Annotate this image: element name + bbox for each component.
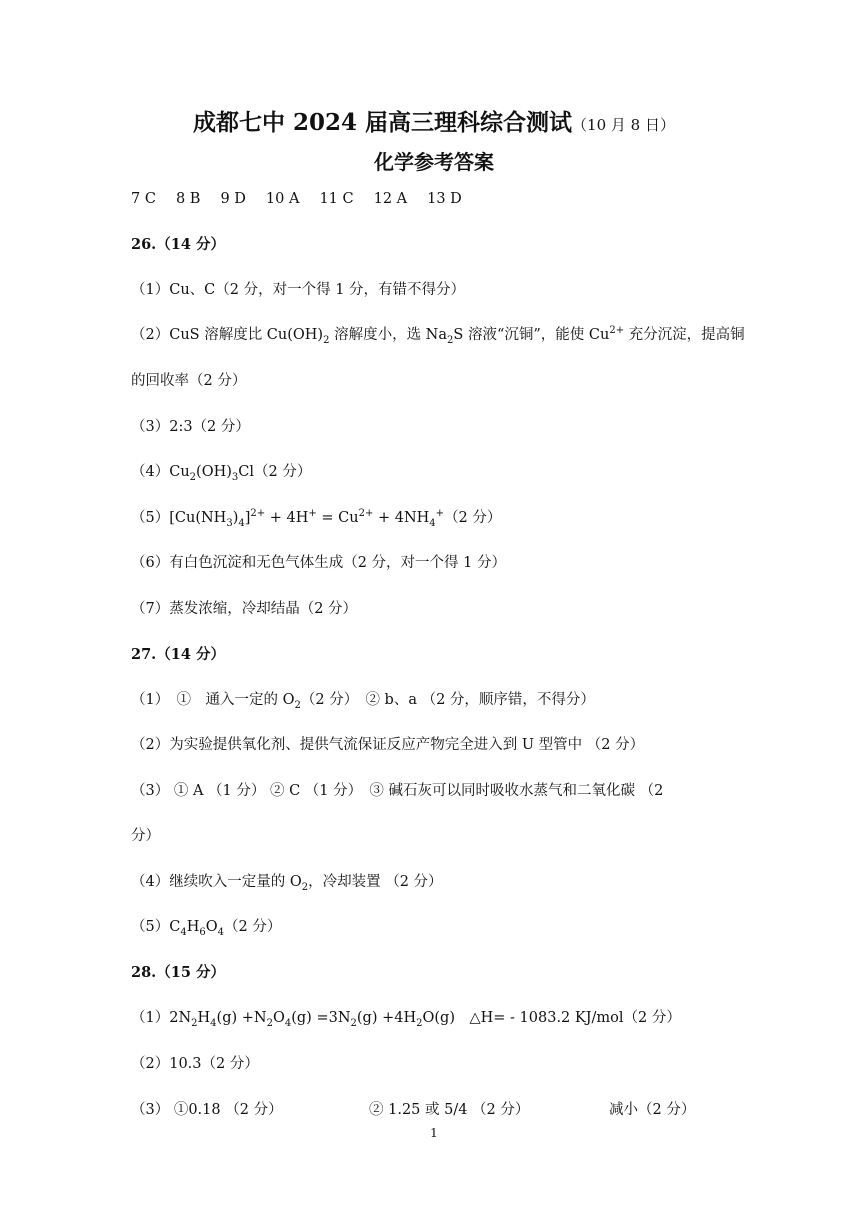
q27-answer-3-cont: 分） bbox=[131, 828, 160, 844]
q26-answer-1: （1）Cu、C（2 分，对一个得 1 分，有错不得分） bbox=[131, 282, 466, 298]
q27-heading: 27.（14 分） bbox=[131, 646, 225, 663]
mc-answer: 13 D bbox=[427, 191, 462, 207]
multiple-choice-answers bbox=[131, 191, 482, 207]
page-subtitle: 化学参考答案 bbox=[374, 150, 494, 174]
exam-date: （10 月 8 日） bbox=[572, 116, 675, 134]
page-number: 1 bbox=[430, 1126, 438, 1140]
page-title: 成都七中 2024 届高三理科综合测试（10 月 8 日） bbox=[193, 109, 675, 136]
mc-answer: 11 C bbox=[319, 191, 354, 207]
q26-answer-7: （7）蒸发浓缩，冷却结晶（2 分） bbox=[131, 601, 358, 617]
q26-answer-2-cont: 的回收率（2 分） bbox=[131, 373, 247, 389]
mc-answer: 8 B bbox=[175, 191, 201, 207]
q28-answer-3-part3: 减小（2 分） bbox=[609, 1102, 696, 1118]
q28-answer-2: （2）10.3（2 分） bbox=[131, 1056, 259, 1072]
q27-answer-2: （2）为实验提供氧化剂、提供气流保证反应产物完全进入到 U 型管中 （2 分） bbox=[131, 737, 645, 753]
q27-answer-4: （4）继续吹入一定量的 $O_2$，冷却装置 （2 分） bbox=[131, 874, 443, 893]
q28-heading: 28.（15 分） bbox=[131, 964, 225, 981]
q26-answer-3: （3）2:3（2 分） bbox=[131, 419, 250, 435]
q27-answer-5: $(5)C_4H_6O_4(2$ 分） bbox=[131, 919, 282, 938]
mc-answer: 10 A bbox=[265, 191, 300, 207]
q28-answer-1: $(1)2N_2H_4(g) +N_2O_4(g) =3N_2(g) +4H_2O(g)$ △H= - 1083.2 KJ/mol（2 分） bbox=[131, 1010, 681, 1029]
q27-answer-3: （3） ① A （1 分） ② C （1 分） ③ 碱石灰可以同时吸收水蒸气和二氧化碳 （2 bbox=[131, 783, 664, 799]
q27-answer-1: （1） ① 通入一定的 $O_2(2$ 分） ② b、a （2 分，顺序错，不得分） bbox=[131, 692, 595, 711]
q26-heading: 26.（14 分） bbox=[131, 236, 225, 253]
mc-answer: 9 D bbox=[220, 191, 246, 207]
q28-answer-3-part2: ② 1.25 或 5/4 （2 分） bbox=[369, 1102, 530, 1118]
q26-answer-6: （6）有白色沉淀和无色气体生成（2 分，对一个得 1 分） bbox=[131, 555, 507, 571]
q26-answer-2: （2）CuS 溶解度比 $Cu(OH)_2$ 溶解度小，选 $Na_2S$ 溶液“沉铜”，能使 $Cu^{2+}$ 充分沉淀，提高铜 bbox=[131, 325, 745, 346]
q26-answer-4: $(4)Cu_2(OH)_3Cl(2$ 分） bbox=[131, 464, 312, 483]
q28-answer-3-part1: （3） ①0.18 （2 分） bbox=[131, 1102, 283, 1118]
q26-answer-5: $(5)[Cu(NH_3)_4]^{2+} + 4H^+ = Cu^{2+} + 4NH_4^+(2$ 分） bbox=[131, 508, 502, 529]
mc-answer: 7 C bbox=[131, 191, 156, 207]
mc-answer: 12 A bbox=[373, 191, 408, 207]
